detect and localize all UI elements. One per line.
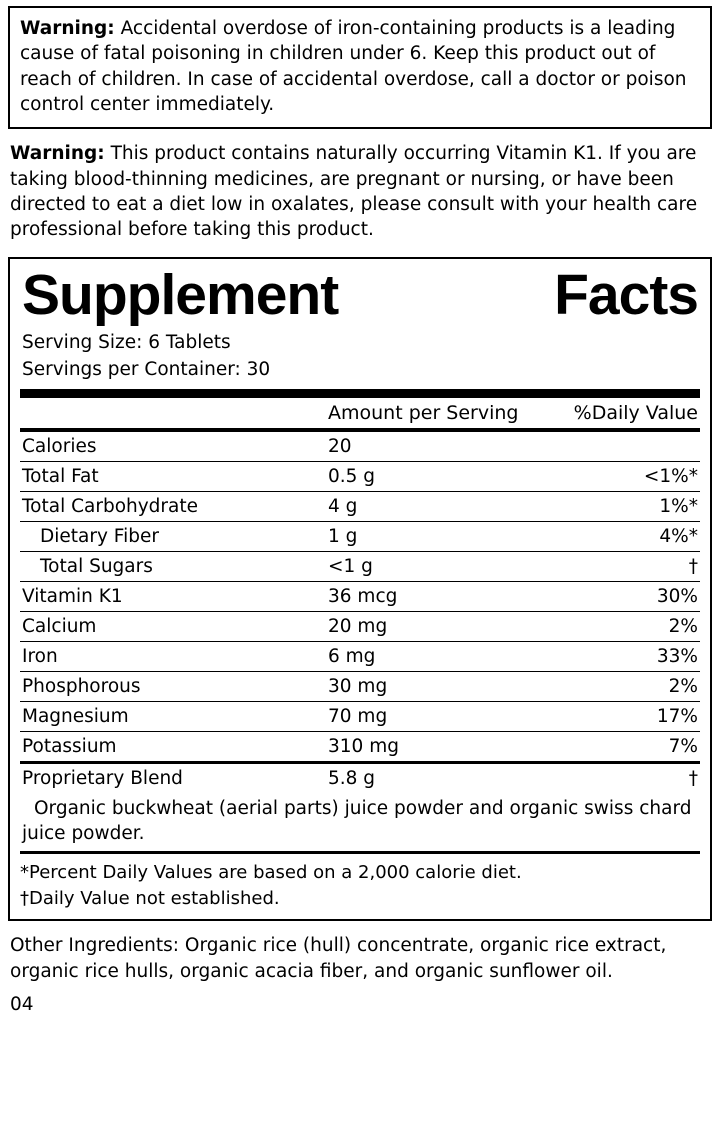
table-row bbox=[20, 612, 700, 642]
nutrient-dv: 4%* bbox=[550, 522, 700, 552]
table-row bbox=[20, 672, 700, 702]
supplement-facts-title bbox=[20, 262, 700, 330]
nutrient-dv: 33% bbox=[550, 642, 700, 672]
nutrient-amount: 4 g bbox=[326, 492, 550, 522]
nutrient-amount: 0.5 g bbox=[326, 462, 550, 492]
nutrient-amount: 36 mcg bbox=[326, 582, 550, 612]
warning-label-iron: Warning: bbox=[20, 18, 115, 39]
nutrient-name: Calories bbox=[22, 436, 97, 458]
nutrient-amount: 6 mg bbox=[326, 642, 550, 672]
nutrient-name: Total Carbohydrate bbox=[20, 492, 326, 522]
table-row bbox=[20, 642, 700, 672]
blend-dv: † bbox=[550, 763, 700, 794]
table-header-row bbox=[20, 398, 700, 428]
blend-description-cell bbox=[20, 793, 700, 851]
nutrient-dv: 7% bbox=[550, 732, 700, 763]
nutrient-dv: 1%* bbox=[550, 492, 700, 522]
warning-body-vitamin-k1: This product contains naturally occurring Vitamin K1. If you are taking blood-thinning medicines, are pregnant or nursing, or have been directed to eat a diet low in oxalates, please consult with your health care professional before taking this product. bbox=[10, 143, 698, 241]
other-ingredients: Other Ingredients: Organic rice (hull) concentrate, organic rice extract, organic rice hulls, organic acacia fiber, and organic sunflower oil. bbox=[10, 935, 667, 982]
nutrient-amount: <1 g bbox=[326, 552, 550, 582]
nutrient-name: Dietary Fiber bbox=[20, 522, 326, 552]
nutrient-name: Calcium bbox=[20, 612, 326, 642]
warning-text-iron bbox=[20, 16, 700, 117]
nutrient-name: Total Sugars bbox=[20, 552, 326, 582]
nutrient-amount: 20 mg bbox=[326, 612, 550, 642]
supplement-facts-panel bbox=[8, 257, 712, 922]
proprietary-blend-description-row bbox=[20, 793, 700, 851]
nutrient-name: Phosphorous bbox=[20, 672, 326, 702]
servings-per-container: Servings per Container: 30 bbox=[22, 358, 271, 380]
table-row bbox=[20, 552, 700, 582]
warning-text-vitamin-k1 bbox=[10, 141, 710, 242]
nutrient-dv: <1%* bbox=[550, 462, 700, 492]
nutrient-name: Iron bbox=[20, 642, 326, 672]
table-row bbox=[20, 702, 700, 732]
header-nutrient bbox=[20, 398, 326, 428]
rule-thick-top bbox=[20, 389, 700, 398]
warning-label-vitamin-k1: Warning: bbox=[10, 143, 105, 165]
table-row bbox=[20, 462, 700, 492]
revision-code: 04 bbox=[10, 994, 34, 1016]
nutrient-amount: 30 mg bbox=[326, 672, 550, 702]
table-row bbox=[20, 492, 700, 522]
nutrient-rows bbox=[20, 432, 700, 851]
nutrient-amount: 20 bbox=[328, 436, 352, 458]
table-row bbox=[20, 432, 700, 462]
blend-amount: 5.8 g bbox=[326, 763, 550, 794]
nutrient-dv: 30% bbox=[550, 582, 700, 612]
blend-description: Organic buckwheat (aerial parts) juice powder and organic swiss chard juice powder. bbox=[22, 798, 692, 845]
serving-size: Serving Size: 6 Tablets bbox=[22, 331, 231, 353]
warning-body-iron: Accidental overdose of iron-containing products is a leading cause of fatal poisoning in children under 6. Keep this product out of reach of children. In case of accidental overdose, call a doctor or poison control center immediately. bbox=[20, 18, 687, 116]
supplement-facts-title-right: Facts bbox=[554, 262, 698, 327]
nutrient-dv: 17% bbox=[550, 702, 700, 732]
warning-box-iron bbox=[8, 6, 712, 129]
nutrient-dv: 2% bbox=[550, 612, 700, 642]
nutrient-name: Potassium bbox=[20, 732, 326, 763]
footnote-daily-values: *Percent Daily Values are based on a 2,000 calorie diet. bbox=[20, 862, 522, 884]
warning-block-vitamin-k1 bbox=[8, 141, 712, 242]
nutrient-dv bbox=[550, 432, 700, 462]
header-daily-value: %Daily Value bbox=[573, 402, 698, 425]
table-row bbox=[20, 582, 700, 612]
footnotes bbox=[20, 851, 700, 911]
supplement-facts-table bbox=[20, 398, 700, 428]
header-amount-per-serving: Amount per Serving bbox=[328, 402, 519, 425]
nutrient-name: Magnesium bbox=[20, 702, 326, 732]
nutrient-amount: 1 g bbox=[326, 522, 550, 552]
supplement-facts-title-left: Supplement bbox=[22, 262, 339, 327]
nutrient-name: Vitamin K1 bbox=[20, 582, 326, 612]
footnote-dv-not-established: †Daily Value not established. bbox=[20, 887, 280, 909]
table-row bbox=[20, 732, 700, 763]
nutrient-dv: † bbox=[550, 552, 700, 582]
proprietary-blend-row bbox=[20, 763, 700, 794]
blend-name: Proprietary Blend bbox=[20, 763, 326, 794]
nutrient-name: Total Fat bbox=[20, 462, 326, 492]
nutrient-dv: 2% bbox=[550, 672, 700, 702]
nutrient-amount: 70 mg bbox=[326, 702, 550, 732]
table-row bbox=[20, 522, 700, 552]
nutrient-amount: 310 mg bbox=[326, 732, 550, 763]
